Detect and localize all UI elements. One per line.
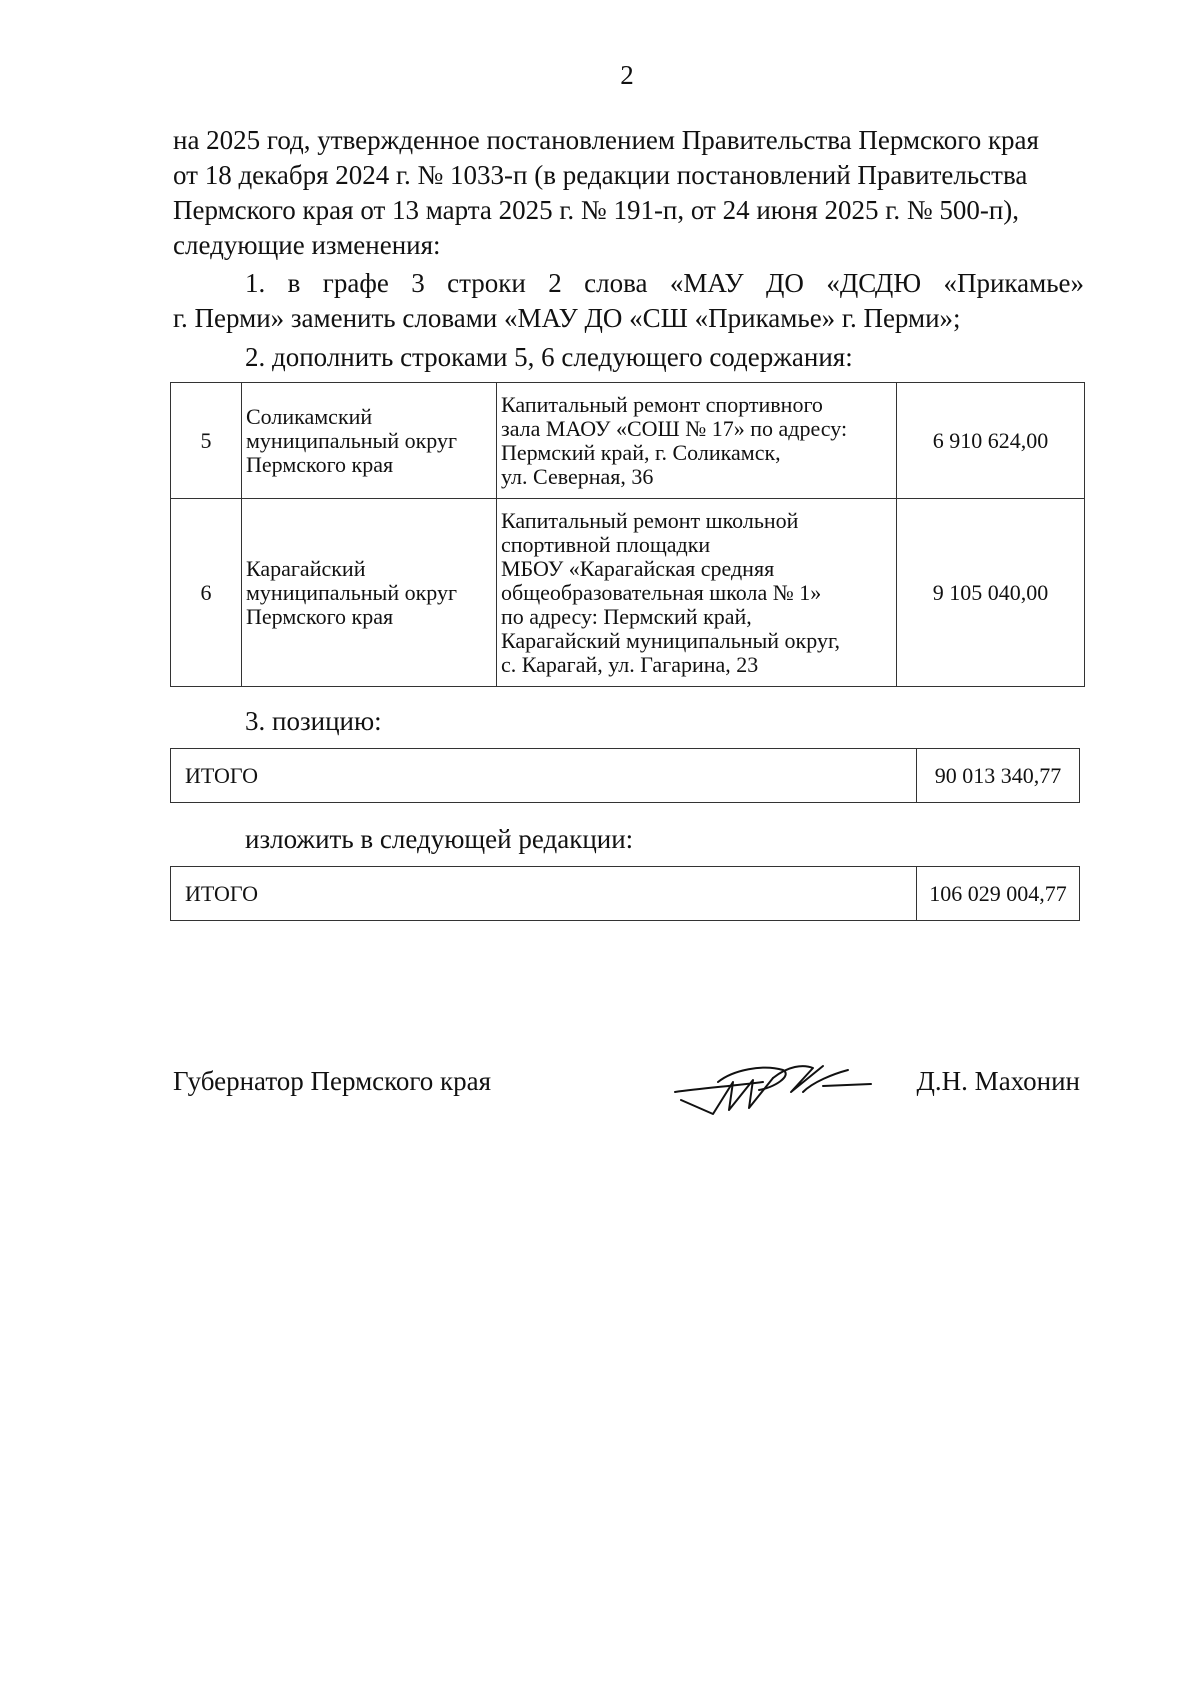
- table-row: [171, 749, 1080, 803]
- restate-text: изложить в следующей редакции:: [245, 824, 634, 854]
- intro-line: следующие изменения:: [173, 230, 441, 260]
- table-row: [171, 867, 1080, 921]
- signatory-name: Д.Н. Махонин: [916, 1066, 1080, 1096]
- municipality-cell: Карагайский муниципальный округ Пермского края: [242, 499, 497, 687]
- item-3-text: 3. позицию:: [245, 706, 382, 736]
- added-rows-table: [170, 382, 1085, 687]
- old-total-table: [170, 748, 1080, 803]
- municipality-cell: Соликамский муниципальный округ Пермского края: [242, 383, 497, 499]
- intro-line: от 18 декабря 2024 г. № 1033-п (в редакции постановлений Правительства: [173, 160, 1028, 190]
- total-amount: 90 013 340,77: [917, 749, 1080, 803]
- row-number: 6: [171, 499, 242, 687]
- description-cell: Капитальный ремонт спортивного зала МАОУ «СОШ № 17» по адресу: Пермский край, г. Соликамск, ул. Северная, 36: [497, 383, 897, 499]
- intro-line: на 2025 год, утвержденное постановлением Правительства Пермского края: [173, 125, 1039, 155]
- row-number: 5: [171, 383, 242, 499]
- signature-block: [173, 1060, 1080, 1120]
- amount-cell: 9 105 040,00: [897, 499, 1085, 687]
- signatory-title: Губернатор Пермского края: [173, 1066, 492, 1096]
- table-row: [171, 383, 1085, 499]
- total-amount: 106 029 004,77: [917, 867, 1080, 921]
- new-total-table: [170, 866, 1080, 921]
- intro-line: Пермского края от 13 марта 2025 г. № 191-п, от 24 июня 2025 г. № 500-п),: [173, 195, 1020, 225]
- item-1-second-line: г. Перми» заменить словами «МАУ ДО «СШ «Прикамье» г. Перми»;: [173, 303, 961, 333]
- item-1-first-line: 1. в графе 3 строки 2 слова «МАУ ДО «ДСДЮ «Прикамье»: [245, 268, 1084, 298]
- intro-paragraph: [173, 123, 1084, 263]
- page-number: 2: [620, 60, 634, 90]
- description-cell: Капитальный ремонт школьной спортивной площадки МБОУ «Карагайская средняя общеобразовательная школа № 1» по адресу: Пермский край, Карагайский муниципальный округ, с. Карагай, ул. Гагарина, 23: [497, 499, 897, 687]
- total-label: ИТОГО: [171, 867, 917, 921]
- amount-cell: 6 910 624,00: [897, 383, 1085, 499]
- table-row: [171, 499, 1085, 687]
- item-2-text: 2. дополнить строками 5, 6 следующего содержания:: [245, 342, 853, 372]
- total-label: ИТОГО: [171, 749, 917, 803]
- handwritten-signature-icon: [673, 1052, 873, 1122]
